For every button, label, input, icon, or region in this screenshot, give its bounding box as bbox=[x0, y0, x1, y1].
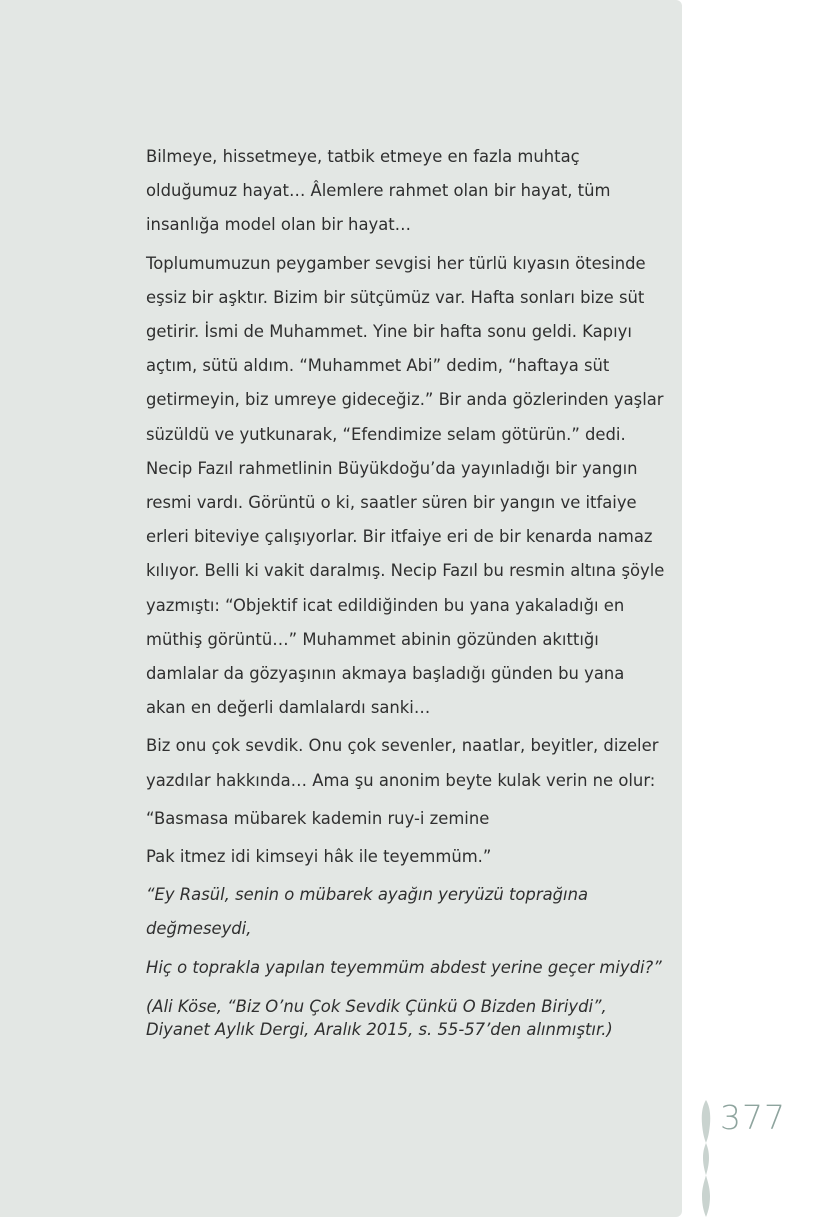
page-number: 377 bbox=[720, 1098, 786, 1137]
translation-line-2: Hiç o toprakla yapılan teyemmüm abdest yerine geçer miydi?” bbox=[146, 957, 662, 977]
paragraph-intro: Bilmeye, hissetmeye, tatbik etmeye en fazla muhtaç olduğumuz hayat… Âlemlere rahmet olan bir hayat, tüm insanlığa model olan bir hayat… bbox=[146, 147, 611, 235]
page-marker-icon bbox=[695, 1100, 717, 1217]
verse-line-1: “Basmasa mübarek kademin ruy-i zemine bbox=[146, 808, 490, 828]
source-citation: (Ali Köse, “Biz O’nu Çok Sevdik Çünkü O Bizden Biriydi”, Diyanet Aylık Dergi, Aralık 2015, s. 55-57’den alınmıştır.) bbox=[146, 996, 613, 1040]
translation-line-1: “Ey Rasül, senin o mübarek ayağın yeryüzü toprağına değmeseydi, bbox=[146, 885, 589, 939]
paragraph-story: Toplumumuzun peygamber sevgisi her türlü kıyasın ötesinde eşsiz bir aşktır. Bizim bir sütçümüz var. Hafta sonları bize süt getirir. İsmi de Muhammet. Yine bir hafta sonu geldi. Kapıyı açtım, sütü aldım. “Muhammet Abi” dedim, “haftaya süt getirmeyin, biz umreye gideceğiz.” Bir anda gözlerinden yaşlar süzüldü ve yutkunarak, “Efendimize selam götürün.” dedi. Necip Fazıl rahmetlinin Büyükdoğu’da yayınladığı bir yangın resmi vardı. Görüntü o ki, saatler süren bir yangın ve itfaiye erleri biteviye çalışıyorlar. Bir itfaiye eri de bir kenarda namaz kılıyor. Belli ki vakit daralmış. Necip Fazıl bu resmin altına şöyle yazmıştı: “Objektif icat edildiğinden bu yana yakaladığı en müthiş görüntü…” Muhammet abinin gözünden akıttığı damlalar da gözyaşının akmaya başladığı günden bu yana akan en değerli damlalardı sanki… bbox=[146, 253, 665, 718]
article-body bbox=[146, 140, 666, 1042]
verse-line-2: Pak itmez idi kimseyi hâk ile teyemmüm.” bbox=[146, 847, 492, 867]
paragraph-verse-intro: Biz onu çok sevdik. Onu çok sevenler, naatlar, beyitler, dizeler yazdılar hakkında… Ama şu anonim beyte kulak verin ne olur: bbox=[146, 736, 659, 790]
